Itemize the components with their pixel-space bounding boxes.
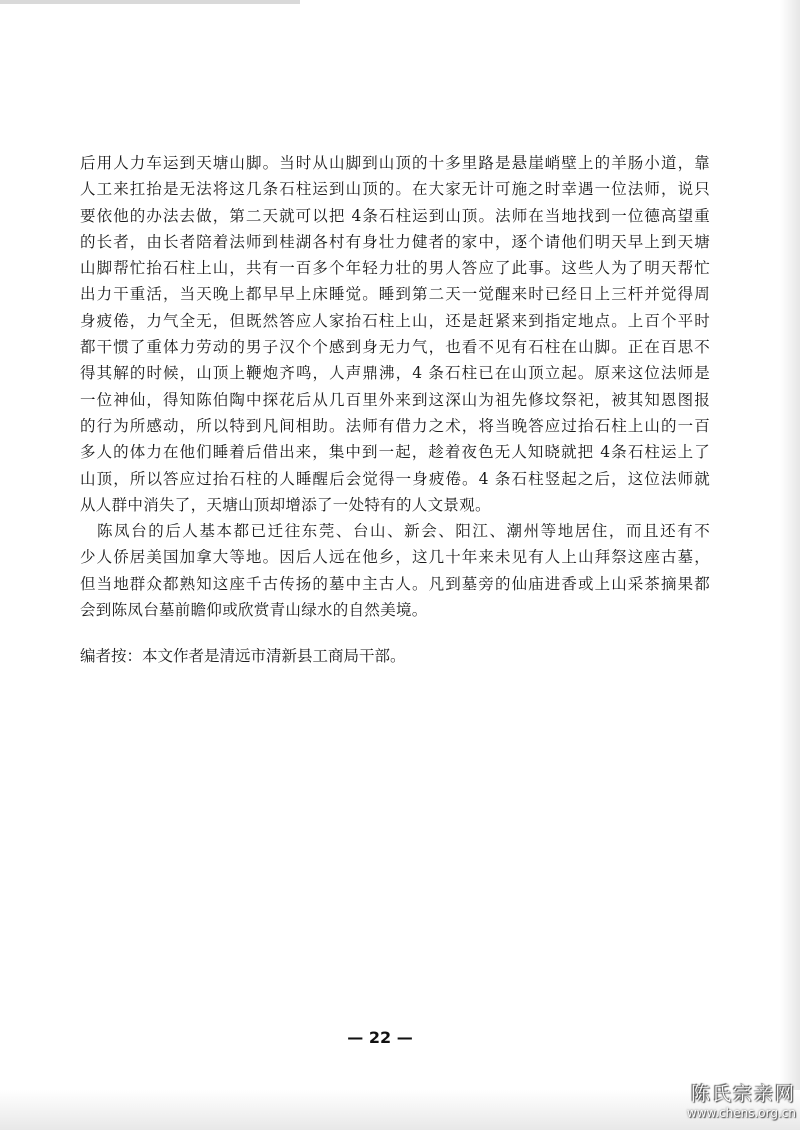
scan-right-edge-shadow bbox=[780, 0, 800, 1130]
site-watermark bbox=[687, 1079, 796, 1120]
editor-note: 编者按：本文作者是清远市清新县工商局干部。 bbox=[80, 647, 406, 666]
text-line: 从人群中消失了，天塘山顶却增添了一处特有的人文景观。 bbox=[80, 495, 491, 514]
text-line: 山脚帮忙抬石柱上山，共有一百多个年轻力壮的男人答应了此事。这些人为了明天帮忙 bbox=[80, 259, 710, 278]
text-line: 要依他的办法去做，第二天就可以把 4条石柱运到山顶。法师在当地找到一位德高望重 bbox=[80, 206, 710, 225]
scan-bottom-edge-shadow bbox=[0, 1090, 800, 1130]
article-body bbox=[80, 150, 710, 669]
text-line: 出力干重活，当天晚上都早早上床睡觉。睡到第二天一觉醒来时已经日上三杆并觉得周 bbox=[80, 285, 710, 304]
text-line: 会到陈凤台墓前瞻仰或欣赏青山绿水的自然美境。 bbox=[80, 601, 428, 620]
text-line: 山顶，所以答应过抬石柱的人睡醒后会觉得一身疲倦。4 条石柱竖起之后，这位法师就 bbox=[80, 469, 710, 488]
watermark-title: 陈氏宗亲网 bbox=[690, 1083, 796, 1105]
page-number: — 22 — bbox=[347, 1028, 413, 1047]
watermark-url: www.chens.org.cn bbox=[686, 1106, 796, 1120]
text-line: 多人的体力在他们睡着后借出来，集中到一起，趁着夜色无人知晓就把 4条石柱运上了 bbox=[80, 443, 710, 462]
text-line: 得其解的时候，山顶上鞭炮齐鸣，人声鼎沸，4 条石柱已在山顶立起。原来这位法师是 bbox=[80, 364, 710, 383]
text-line: 都干惯了重体力劳动的男子汉个个感到身无力气，也看不见有石柱在山脚。正在百思不 bbox=[80, 338, 710, 357]
paragraph-gap bbox=[80, 623, 710, 643]
text-line: 但当地群众都熟知这座千古传扬的墓中主古人。凡到墓旁的仙庙进香或上山采茶摘果都 bbox=[80, 574, 710, 593]
text-line: 少人侨居美国加拿大等地。因后人远在他乡，这几十年来未见有人上山拜祭这座古墓， bbox=[80, 548, 710, 567]
text-line: 的长者，由长者陪着法师到桂湖各村有身壮力健者的家中，逐个请他们明天早上到天塘 bbox=[80, 232, 710, 251]
text-line: 一位神仙，得知陈伯陶中探花后从几百里外来到这深山为祖先修坟祭祀，被其知恩图报 bbox=[80, 390, 710, 409]
scan-top-strip bbox=[0, 0, 300, 4]
text-line: 的行为所感动，所以特到凡间相助。法师有借力之术，将当晚答应过抬石柱上山的一百 bbox=[80, 416, 710, 435]
text-line: 后用人力车运到天塘山脚。当时从山脚到山顶的十多里路是悬崖峭壁上的羊肠小道，靠 bbox=[80, 154, 710, 172]
text-line: 人工来扛抬是无法将这几条石柱运到山顶的。在大家无计可施之时幸遇一位法师，说只 bbox=[80, 180, 710, 199]
text-line: 陈凤台的后人基本都已迁往东莞、台山、新会、阳江、潮州等地居住，而且还有不 bbox=[80, 522, 710, 541]
text-line: 身疲倦，力气全无，但既然答应人家抬石柱上山，还是赶紧来到指定地点。上百个平时 bbox=[80, 311, 710, 330]
